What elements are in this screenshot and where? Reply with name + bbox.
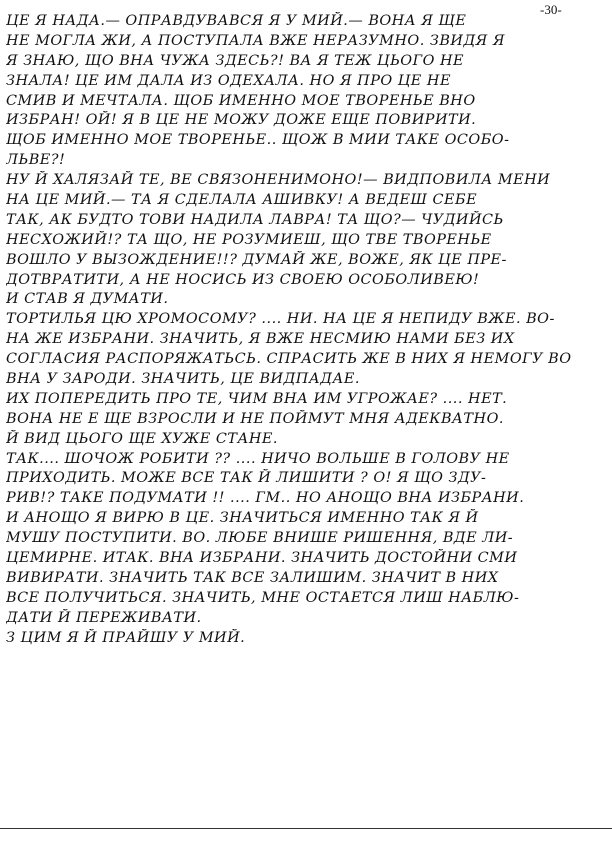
text-line: Я ЗНАЮ, ЩО ВНА ЧУЖА ЗДЕСЬ?! ВА Я ТЕЖ ЦЬОГО НЕ <box>6 52 465 69</box>
text-line: НА ЦЕ МИЙ.— ТА Я СДЕЛАЛА АШИВКУ! А ВЕДЕШ СЕБЕ <box>6 192 478 209</box>
text-line: И СТАВ Я ДУМАТИ. <box>6 291 169 308</box>
text-line: ВСЕ ПОЛУЧИТЬСЯ. ЗНАЧИТЬ, МНЕ ОСТАЕТСЯ ЛИШ НАБЛЮ- <box>6 589 520 606</box>
text-line: И АНОЩО Я ВИРЮ В ЦЕ. ЗНАЧИТЬСЯ ИМЕННО ТАК Я Й <box>6 510 479 527</box>
text-line: НА ЖЕ ИЗБРАНИ. ЗНАЧИТЬ, Я ВЖЕ НЕСМИЮ НАМИ БЕЗ ИХ <box>6 331 515 348</box>
text-line: ВИВИРАТИ. ЗНАЧИТЬ ТАК ВСЕ ЗАЛИШИМ. ЗНАЧИТ В НИХ <box>6 569 499 586</box>
text-line: ВОНА НЕ Е ЩЕ ВЗРОСЛИ И НЕ ПОЙМУТ МНЯ АДЕКВАТНО. <box>6 410 504 427</box>
text-line: СМИВ И МЕЧТАЛА. ЩОБ ИМЕННО МОЕ ТВОРЕНЬЕ ВНО <box>6 92 476 109</box>
text-line: Й ВИД ЦЬОГО ЩЕ ХУЖЕ СТАНЕ. <box>6 430 278 447</box>
text-line: НУ Й ХАЛЯЗАЙ ТЕ, ВЕ СВЯЗОНЕНИМОНО!— ВИДПОВИЛА МЕНИ <box>6 172 551 189</box>
text-line: СОГЛАСИЯ РАСПОРЯЖАТЬСЬ. СПРАСИТЬ ЖЕ В НИХ Я НЕМОГУ ВО <box>6 351 572 368</box>
text-line: ДАТИ Й ПЕРЕЖИВАТИ. <box>6 609 202 626</box>
text-line: ТАК.... ШОЧОЖ РОБИТИ ?? .... НИЧО ВОЛЬШЕ В ГОЛОВУ НЕ <box>6 450 510 467</box>
text-line: ИХ ПОПЕРЕДИТЬ ПРО ТЕ, ЧИМ ВНА ИМ УГРОЖАЕ? .... НЕТ. <box>6 390 508 407</box>
text-line: ЦЕМИРНЕ. ИТАК. ВНА ИЗБРАНИ. ЗНАЧИТЬ ДОСТОЙНИ СМИ <box>6 550 518 567</box>
text-line: НЕ МОГЛА ЖИ, А ПОСТУПАЛА ВЖЕ НЕРАЗУМНО. ЗВИДЯ Я <box>6 32 505 49</box>
text-line: МУШУ ПОСТУПИТИ. ВО. ЛЮБЕ ВНИШЕ РИШЕННЯ, ВДЕ ЛИ- <box>6 530 514 547</box>
bottom-rule <box>0 828 612 829</box>
text-line: ВОШЛО У ВЫЗОЖДЕНИЕ!!? ДУМАЙ ЖЕ, ВОЖЕ, ЯК ЦЕ ПРЕ- <box>6 251 507 268</box>
text-line: ЛЬВЕ?! <box>6 152 66 169</box>
text-line: ИЗБРАН! ОЙ! Я В ЦЕ НЕ МОЖУ ДОЖЕ ЕЩЕ ПОВИРИТИ. <box>6 112 477 129</box>
text-line: НЕСХОЖИЙ!? ТА ЩО, НЕ РОЗУМИЕШ, ЩО ТВЕ ТВОРЕНЬЕ <box>6 231 492 248</box>
text-line: ТОРТИЛЬЯ ЦЮ ХРОМОСОМУ? .... НИ. НА ЦЕ Я НЕПИДУ ВЖЕ. ВО- <box>6 311 555 328</box>
text-line: ЦЕ Я НАДА.— ОПРАВДУВАВСЯ Я У МИЙ.— ВОНА Я ЩЕ <box>6 13 467 29</box>
text-line: ЩОБ ИМЕННО МОЕ ТВОРЕНЬЕ.. ЩОЖ В МИИ ТАКЕ ОСОБО- <box>6 132 510 149</box>
text-line: РИВ!? ТАКЕ ПОДУМАТИ !! .... ГМ.. НО АНОЩО ВНА ИЗБРАНИ. <box>6 490 525 507</box>
handwritten-text-block <box>6 12 606 649</box>
text-line: ДОТВРАТИТИ, А НЕ НОСИСЬ ИЗ СВОЕЮ ОСОБОЛИВЕЮ! <box>6 271 480 288</box>
page-number: -30- <box>540 2 562 17</box>
text-line: ТАК, АК БУДТО ТОВИ НАДИЛА ЛАВРА! ТА ЩО?— ЧУДИЙСЬ <box>6 211 504 228</box>
text-line: З ЦИМ Я Й ПРАЙШУ У МИЙ. <box>6 629 246 646</box>
text-line: ЗНАЛА! ЦЕ ИМ ДАЛА ИЗ ОДЕХАЛА. НО Я ПРО ЦЕ НЕ <box>6 72 451 89</box>
text-line: ПРИХОДИТЬ. МОЖЕ ВСЕ ТАК Й ЛИШИТИ ? О! Я ЩО ЗДУ- <box>6 470 487 487</box>
text-line: ВНА У ЗАРОДИ. ЗНАЧИТЬ, ЦЕ ВИДПАДАЕ. <box>6 371 360 388</box>
